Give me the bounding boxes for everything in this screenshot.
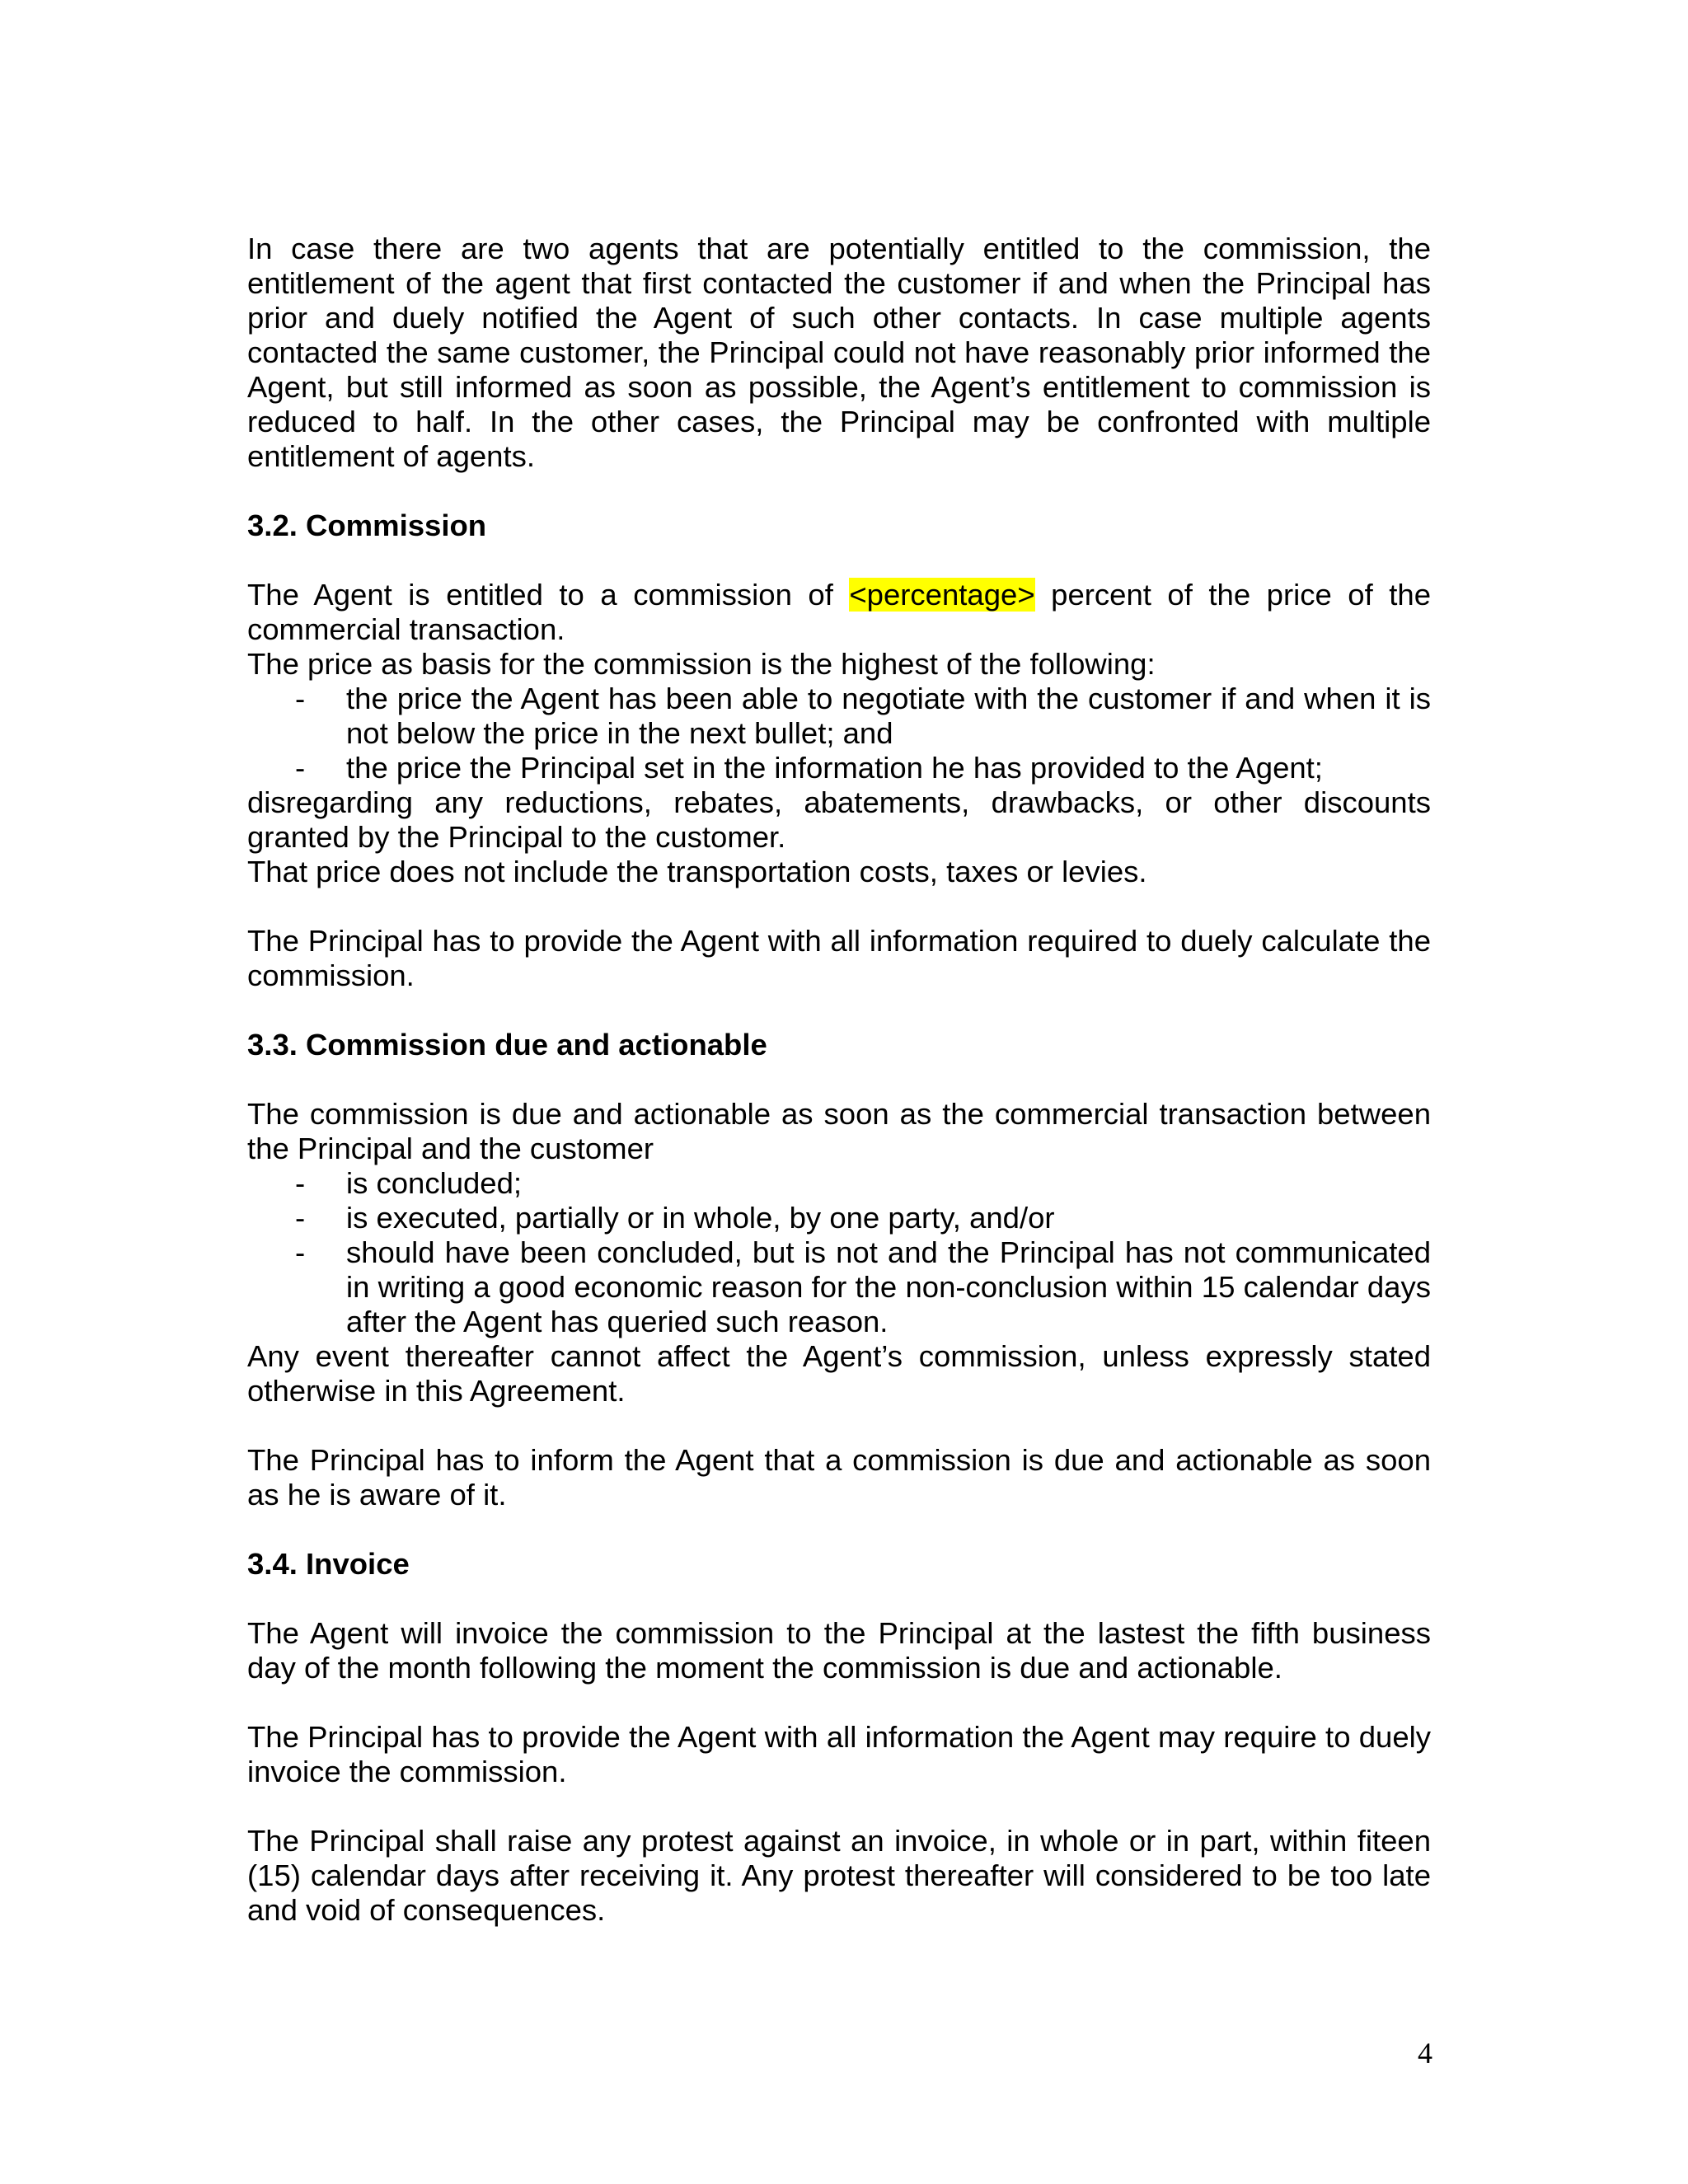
due-actionable-paragraph: The commission is due and actionable as soon as the commercial transaction between the Principal and the customer [247,1097,1431,1165]
page-content [247,232,1431,1928]
bullet-dash: - [295,1166,306,1200]
intro-paragraph: In case there are two agents that are potentially entitled to the commission, the entitlement of the agent that first contacted the customer if and when the Principal has prior and duely notified the Agent of such other contacts. In case multiple agents contacted the same customer, the Principal could not have reasonably prior informed the Agent, but still informed as soon as possible, the Agent’s entitlement to commission is reduced to half. In the other cases, the Principal may be confronted with multiple entitlement of agents. [247,232,1431,473]
list-item-text: should have been concluded, but is not and the Principal has not communicated in writing a good economic reason for the non-conclusion within 15 calendar days after the Agent has queried such reason. [346,1235,1431,1338]
list-item-text: is executed, partially or in whole, by one party, and/or [346,1201,1055,1235]
inform-agent-paragraph: The Principal has to inform the Agent that a commission is due and actionable as soon as he is aware of it. [247,1443,1431,1511]
price-basis-list [247,682,1431,785]
list-item [247,1235,1431,1339]
invoice-information-paragraph: The Principal has to provide the Agent with all information the Agent may require to duely invoice the commission. [247,1720,1431,1788]
commission-text-after: percent of the price of the commercial transaction. [247,578,1431,646]
invoice-protest-paragraph: The Principal shall raise any protest against an invoice, in whole or in part, within fiteen (15) calendar days after receiving it. Any protest thereafter will considered to be too late and void of consequences. [247,1824,1431,1927]
percentage-placeholder: <percentage> [849,578,1035,612]
discounts-paragraph: disregarding any reductions, rebates, abatements, drawbacks, or other discounts granted by the Principal to the customer. [247,785,1431,854]
price-exclusions-paragraph: That price does not include the transportation costs, taxes or levies. [247,855,1147,888]
list-item-text: the price the Agent has been able to negotiate with the customer if and when it is not below the price in the next bullet; and [346,682,1431,750]
list-item [247,682,1431,751]
commission-information-paragraph: The Principal has to provide the Agent with all information required to duely calculate the commission. [247,924,1431,992]
bullet-dash: - [295,751,306,785]
due-conditions-list [247,1166,1431,1339]
commission-text-before: The Agent is entitled to a commission of [247,578,850,612]
section-3-4-heading: 3.4. Invoice [247,1547,410,1581]
commission-entitlement-paragraph [247,578,1431,647]
subsequent-event-paragraph: Any event thereafter cannot affect the Agent’s commission, unless expressly stated otherwise in this Agreement. [247,1339,1431,1408]
price-basis-paragraph: The price as basis for the commission is the highest of the following: [247,647,1156,681]
list-item [247,1166,1431,1201]
bullet-dash: - [295,1235,306,1269]
bullet-dash: - [295,682,306,715]
section-3-3-heading: 3.3. Commission due and actionable [247,1028,767,1062]
page-number: 4 [1418,2036,1432,2069]
list-item-text: the price the Principal set in the information he has provided to the Agent; [346,751,1323,785]
list-item [247,751,1431,785]
list-item-text: is concluded; [346,1166,523,1200]
invoice-timing-paragraph: The Agent will invoice the commission to the Principal at the lastest the fifth business day of the month following the moment the commission is due and actionable. [247,1616,1431,1685]
list-item [247,1201,1431,1235]
bullet-dash: - [295,1201,306,1235]
section-3-2-heading: 3.2. Commission [247,509,487,542]
